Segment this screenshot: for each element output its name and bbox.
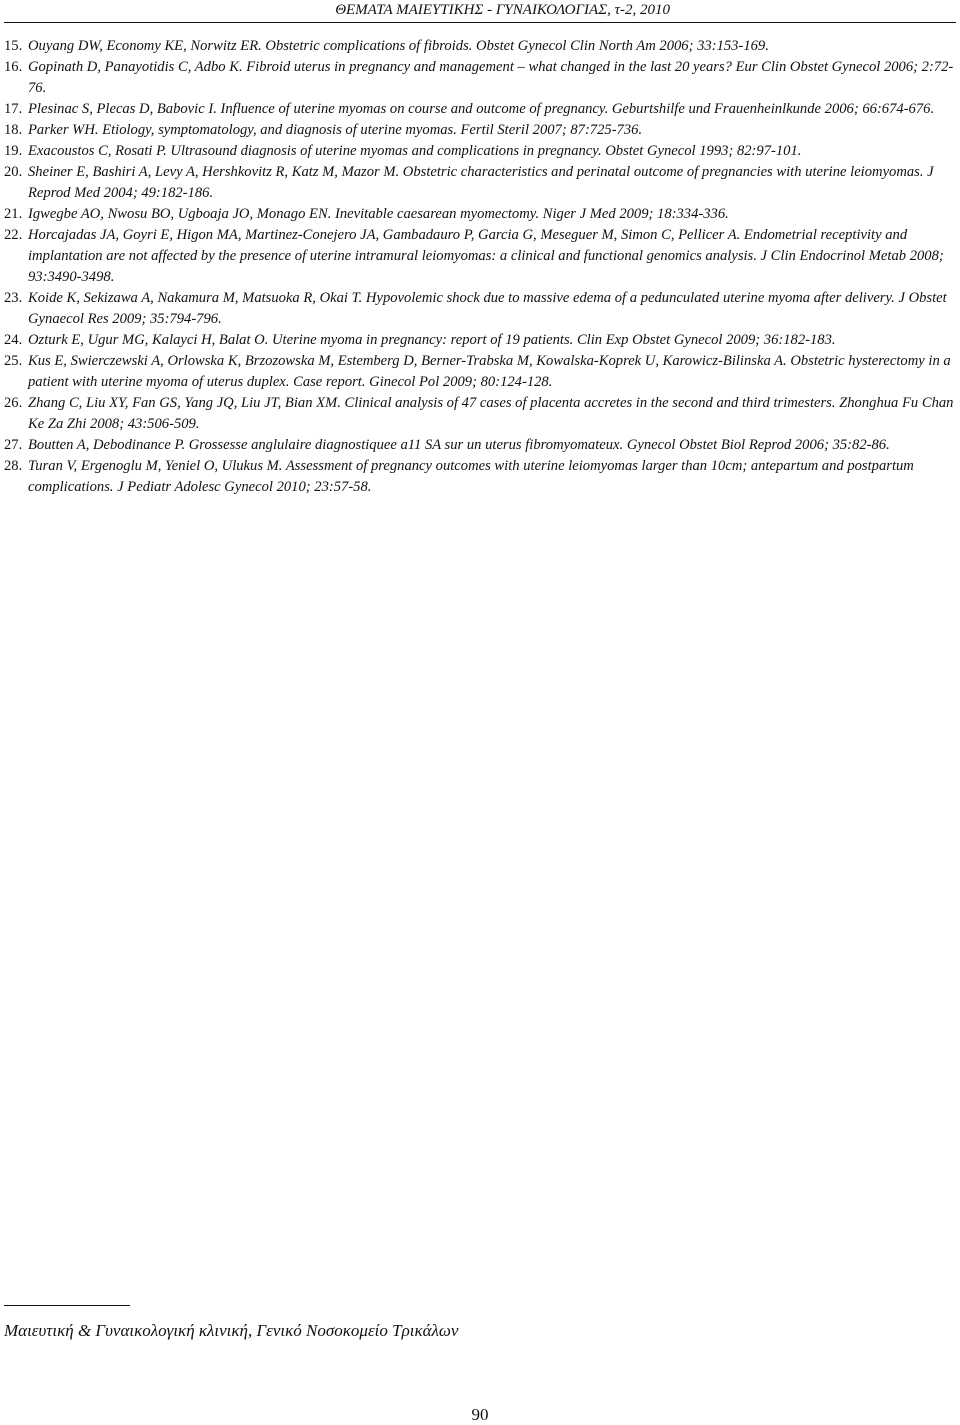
reference-text: Turan V, Ergenoglu M, Yeniel O, Ulukus M. Assessment of pregnancy outcomes with uterine leiomyomas larger than 10cm; antepartum and postpartum complications. J Pediatr Adolesc Gynecol 2010; 23:57-58. [28,458,914,495]
reference-number: 27. [4,437,23,453]
reference-item [4,36,958,57]
reference-number: 28. [4,458,23,474]
reference-number: 24. [4,332,23,348]
reference-number: 17. [4,101,23,117]
reference-text: Zhang C, Liu XY, Fan GS, Yang JQ, Liu JT, Bian XM. Clinical analysis of 47 cases of placenta accretes in the second and third trimesters. Zhonghua Fu Chan Ke Za Zhi 2008; 43:506-509. [28,395,954,432]
reference-item [4,393,958,435]
reference-list [4,36,958,498]
reference-text: Ouyang DW, Economy KE, Norwitz ER. Obstetric complications of fibroids. Obstet Gynecol Clin North Am 2006; 33:153-169. [28,38,769,54]
reference-number: 25. [4,353,23,369]
reference-item [4,288,958,330]
reference-text: Exacoustos C, Rosati P. Ultrasound diagnosis of uterine myomas and complications in pregnancy. Obstet Gynecol 1993; 82:97-101. [28,143,802,159]
reference-item [4,330,958,351]
reference-text: Igwegbe AO, Nwosu BO, Ugboaja JO, Monago EN. Inevitable caesarean myomectomy. Niger J Med 2009; 18:334-336. [28,206,729,222]
reference-text: Koide K, Sekizawa A, Nakamura M, Matsuoka R, Okai T. Hypovolemic shock due to massive edema of a pedunculated uterine myoma after delivery. J Obstet Gynaecol Res 2009; 35:794-796. [28,290,947,327]
reference-item [4,435,958,456]
page-number: 90 [471,1405,489,1424]
reference-item [4,456,958,498]
reference-number: 16. [4,59,23,75]
reference-item [4,204,958,225]
footnote-rule [4,1305,130,1306]
reference-number: 23. [4,290,23,306]
reference-number: 21. [4,206,23,222]
reference-number: 22. [4,227,23,243]
reference-text: Gopinath D, Panayotidis C, Adbo K. Fibroid uterus in pregnancy and management – what changed in the last 20 years? Eur Clin Obstet Gynecol 2006; 2:72-76. [28,59,954,96]
reference-item [4,351,958,393]
reference-text: Plesinac S, Plecas D, Babovic I. Influence of uterine myomas on course and outcome of pregnancy. Geburtshilfe und Frauenheinlkunde 2006; 66:674-676. [28,101,935,117]
reference-item [4,162,958,204]
reference-text: Ozturk E, Ugur MG, Kalayci H, Balat O. Uterine myoma in pregnancy: report of 19 patients. Clin Exp Obstet Gynecol 2009; 36:182-183. [28,332,836,348]
reference-number: 20. [4,164,23,180]
reference-number: 15. [4,38,23,54]
reference-item [4,141,958,162]
reference-text: Boutten A, Debodinance P. Grossesse anglulaire diagnostiquee a11 SA sur un uterus fibromyomateux. Gynecol Obstet Biol Reprod 2006; 35:82-86. [28,437,890,453]
reference-text: Kus E, Swierczewski A, Orlowska K, Brzozowska M, Estemberg D, Berner-Trabska M, Kowalska-Koprek U, Karowicz-Bilinska A. Obstetric hysterectomy in a patient with uterine myoma of uterus duplex. Case report. Ginecol Pol 2009; 80:124-128. [28,353,951,390]
reference-number: 18. [4,122,23,138]
reference-item [4,99,958,120]
reference-text: Sheiner E, Bashiri A, Levy A, Hershkovitz R, Katz M, Mazor M. Obstetric characteristics and perinatal outcome of pregnancies with uterine leiomyomas. J Reprod Med 2004; 49:182-186. [28,164,934,201]
footnote-affiliation: Μαιευτική & Γυναικολογική κλινική, Γενικό Νοσοκομείο Τρικάλων [4,1321,459,1340]
reference-item [4,57,958,99]
reference-number: 26. [4,395,23,411]
reference-item [4,225,958,288]
reference-text: Horcajadas JA, Goyri E, Higon MA, Martinez-Conejero JA, Gambadauro P, Garcia G, Meseguer M, Simon C, Pellicer A. Endometrial receptivity and implantation are not affected by the presence of uterine intramural leiomyomas: a clinical and functional genomics analysis. J Clin Endocrinol Metab 2008; 93:3490-3498. [28,227,944,285]
reference-item [4,120,958,141]
running-header: ΘΕΜΑΤΑ ΜΑΙΕΥΤΙΚΗΣ - ΓΥΝΑΙΚΟΛΟΓΙΑΣ, τ-2, 2010 [335,2,670,18]
reference-number: 19. [4,143,23,159]
header-rule [4,22,956,23]
reference-text: Parker WH. Etiology, symptomatology, and diagnosis of uterine myomas. Fertil Steril 2007; 87:725-736. [28,122,643,138]
